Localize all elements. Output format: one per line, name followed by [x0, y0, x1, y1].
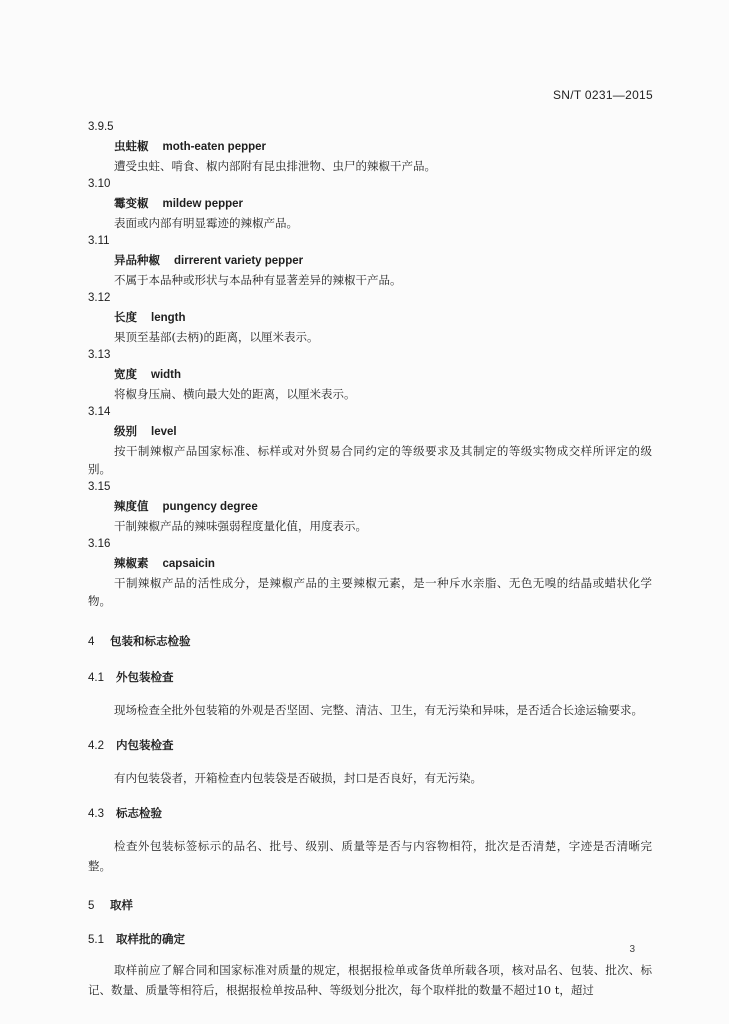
- subsection-title: 外包装检查: [116, 670, 174, 684]
- section-heading: [88, 632, 652, 650]
- term-definition: 遭受虫蛀、啃食、椒内部附有昆虫排泄物、虫尸的辣椒干产品。: [114, 159, 436, 173]
- section-heading: [88, 896, 652, 914]
- term-zh: 异品种椒: [114, 253, 160, 267]
- term-en: level: [151, 426, 177, 438]
- term-zh: 长度: [114, 310, 137, 324]
- term-en: pungency degree: [162, 501, 258, 513]
- section-number: 4: [88, 636, 95, 648]
- paragraph: 现场检查全批外包装箱的外观是否坚固、完整、清洁、卫生，有无污染和异味，是否适合长途运输要求。: [114, 703, 643, 717]
- term-zh: 虫蛀椒: [114, 139, 149, 153]
- term-heading: [88, 497, 652, 515]
- page-content: [88, 118, 652, 1000]
- term-heading: [88, 194, 652, 212]
- term-entry: [88, 346, 652, 403]
- paragraph: 有内包装袋者，开箱检查内包装袋是否破损，封口是否良好，有无污染。: [114, 771, 482, 785]
- term-definition: 果顶至基部(去柄)的距离，以厘米表示。: [114, 330, 319, 344]
- term-definition: 表面或内部有明显霉迹的辣椒产品。: [114, 216, 298, 230]
- term-entry: [88, 289, 652, 346]
- term-number: 3.13: [88, 349, 111, 361]
- section-number: 5: [88, 900, 95, 912]
- paragraph: 取样前应了解合同和国家标准对质量的规定，根据报检单或备货单所载各项，核对品名、包装、批次、标记、数量、质量等相符后，根据报检单按品种、等级划分批次，每个取样批的数量不超过10 t，超过: [88, 963, 652, 997]
- term-heading: [88, 554, 652, 572]
- term-zh: 级别: [114, 424, 137, 438]
- subsection-title: 内包装检查: [116, 738, 174, 752]
- term-number: 3.12: [88, 292, 111, 304]
- term-definition: 不属于本品种或形状与本品种有显著差异的辣椒干产品。: [114, 273, 402, 287]
- page-number: 3: [629, 944, 635, 955]
- term-zh: 宽度: [114, 367, 137, 381]
- term-en: dirrerent variety pepper: [174, 255, 304, 267]
- term-definition: 干制辣椒产品的活性成分，是辣椒产品的主要辣椒元素，是一种斥水亲脂、无色无嗅的结晶或蜡状化学物。: [88, 576, 652, 608]
- subsection-heading: [88, 804, 652, 822]
- term-number: 3.14: [88, 406, 111, 418]
- term-en: capsaicin: [162, 558, 215, 570]
- term-entry: [88, 403, 652, 478]
- subsection-number: 4.3: [88, 808, 104, 820]
- subsection-heading: [88, 736, 652, 754]
- term-definition: 将椒身压扁、横向最大处的距离，以厘米表示。: [114, 387, 356, 401]
- subsection-title: 取样批的确定: [116, 932, 185, 946]
- subsection-title: 标志检验: [116, 806, 162, 820]
- term-number: 3.9.5: [88, 121, 114, 133]
- term-heading: [88, 365, 652, 383]
- term-definition: 按干制辣椒产品国家标准、标样或对外贸易合同约定的等级要求及其制定的等级实物成交样所评定的级别。: [88, 444, 652, 476]
- subsection-number: 4.2: [88, 740, 104, 752]
- term-heading: [88, 251, 652, 269]
- term-number: 3.16: [88, 538, 111, 550]
- term-zh: 辣度值: [114, 499, 149, 513]
- standard-code: SN/T 0231—2015: [552, 88, 653, 102]
- term-entry: [88, 175, 652, 232]
- term-heading: [88, 137, 652, 155]
- term-zh: 霉变椒: [114, 196, 149, 210]
- term-entry: [88, 118, 652, 175]
- subsection-number: 5.1: [88, 934, 104, 946]
- term-en: moth-eaten pepper: [162, 141, 267, 153]
- term-entry: [88, 232, 652, 289]
- section-title: 取样: [110, 898, 133, 912]
- term-en: width: [151, 369, 182, 381]
- term-definition: 干制辣椒产品的辣味强弱程度量化值，用度表示。: [114, 519, 367, 533]
- subsection-heading: [88, 930, 652, 948]
- term-heading: [88, 308, 652, 326]
- section-title: 包装和标志检验: [110, 634, 191, 648]
- term-en: length: [151, 312, 186, 324]
- term-en: mildew pepper: [162, 198, 244, 210]
- subsection-number: 4.1: [88, 672, 104, 684]
- subsection-heading: [88, 668, 652, 686]
- term-heading: [88, 422, 652, 440]
- paragraph: 检查外包装标签标示的品名、批号、级别、质量等是否与内容物相符，批次是否清楚，字迹是否清晰完整。: [88, 839, 652, 873]
- term-number: 3.10: [88, 178, 111, 190]
- term-number: 3.11: [88, 235, 110, 247]
- term-entry: [88, 535, 652, 610]
- term-entry: [88, 478, 652, 535]
- term-zh: 辣椒素: [114, 556, 149, 570]
- term-number: 3.15: [88, 481, 111, 493]
